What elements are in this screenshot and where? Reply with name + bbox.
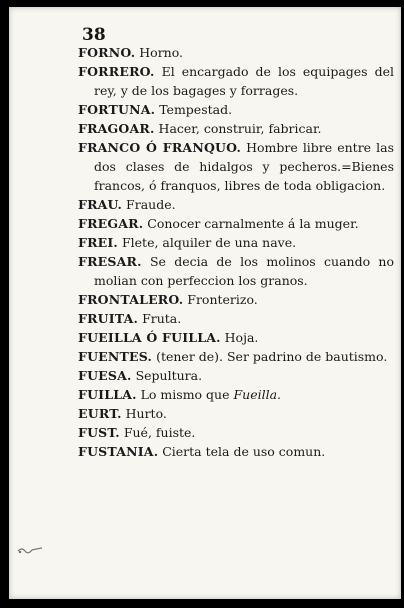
entry-definition: Hoja. [220,330,259,345]
entry-definition: El encargado de los equipages del rey, y de los bagages y forrages. [94,64,394,98]
entry-headword: EURT. [78,406,122,421]
entry-definition: Horno. [135,45,184,60]
entry-definition: Se decia de los molinos cuando no molian con perfeccion los granos. [94,254,394,288]
entry-headword: FRUITA. [78,311,139,326]
entry-definition: (tener de). Ser padrino de bautismo. [152,349,388,364]
entry-headword: FUESA. [78,368,132,383]
entry-definition: Fraude. [122,197,176,212]
entry-definition: Fué, fuiste. [119,425,196,440]
entry-headword: FORTUNA. [78,102,156,117]
glossary-entry [78,328,394,347]
entry-headword: FORRERO. [78,64,155,79]
ink-smudge [16,545,46,555]
glossary-entry [78,119,394,138]
glossary-entry [78,423,394,442]
entry-headword: FRAGOAR. [78,121,155,136]
entry-definition: Sepultura. [131,368,203,383]
entry-headword: FORNO. [78,45,136,60]
entry-headword: FUEILLA Ó FUILLA. [78,330,221,345]
entry-headword: FREI. [78,235,118,250]
entry-headword: FRONTALERO. [78,292,184,307]
entry-headword: FUILLA. [78,387,137,402]
glossary-entry [78,252,394,290]
book-page [9,7,401,599]
entry-definition: Flete, alquiler de una nave. [118,235,297,250]
glossary-entry [78,195,394,214]
page-number: 38 [82,25,106,45]
entry-headword: FRESAR. [78,254,142,269]
glossary-entry [78,43,394,62]
entry-definition: Conocer carnalmente á la muger. [143,216,359,231]
entry-definition: Hombre libre entre las dos clases de hidalgos y pecheros.=Bienes francos, ó franquos, libres de toda obligacion. [94,140,394,193]
glossary-entry [78,309,394,328]
glossary-entry [78,214,394,233]
glossary-entry [78,366,394,385]
entry-headword: FUSTANIA. [78,444,159,459]
glossary-entry [78,347,394,366]
glossary-entry [78,442,394,461]
entry-headword: FREGAR. [78,216,144,231]
glossary-entry [78,385,394,404]
entry-definition: Cierta tela de uso comun. [158,444,326,459]
glossary-entry [78,404,394,423]
glossary-entry [78,233,394,252]
entry-definition: Hurto. [121,406,167,421]
entry-headword: FRAU. [78,197,123,212]
glossary-entry [78,62,394,100]
entry-definition: Hacer, construir, fabricar. [154,121,322,136]
entry-headword: FUST. [78,425,120,440]
entry-definition: Tempestad. [155,102,233,117]
entry-italic-term: Fueilla. [233,387,282,402]
glossary-entry [78,138,394,195]
glossary-entries [78,43,394,461]
entry-definition: Fruta. [138,311,182,326]
entry-definition: Fronterizo. [183,292,258,307]
glossary-entry [78,100,394,119]
glossary-entry [78,290,394,309]
entry-headword: FRANCO Ó FRANQUO. [78,140,242,155]
entry-headword: FUENTES. [78,349,153,364]
entry-definition: Lo mismo que [136,387,234,402]
